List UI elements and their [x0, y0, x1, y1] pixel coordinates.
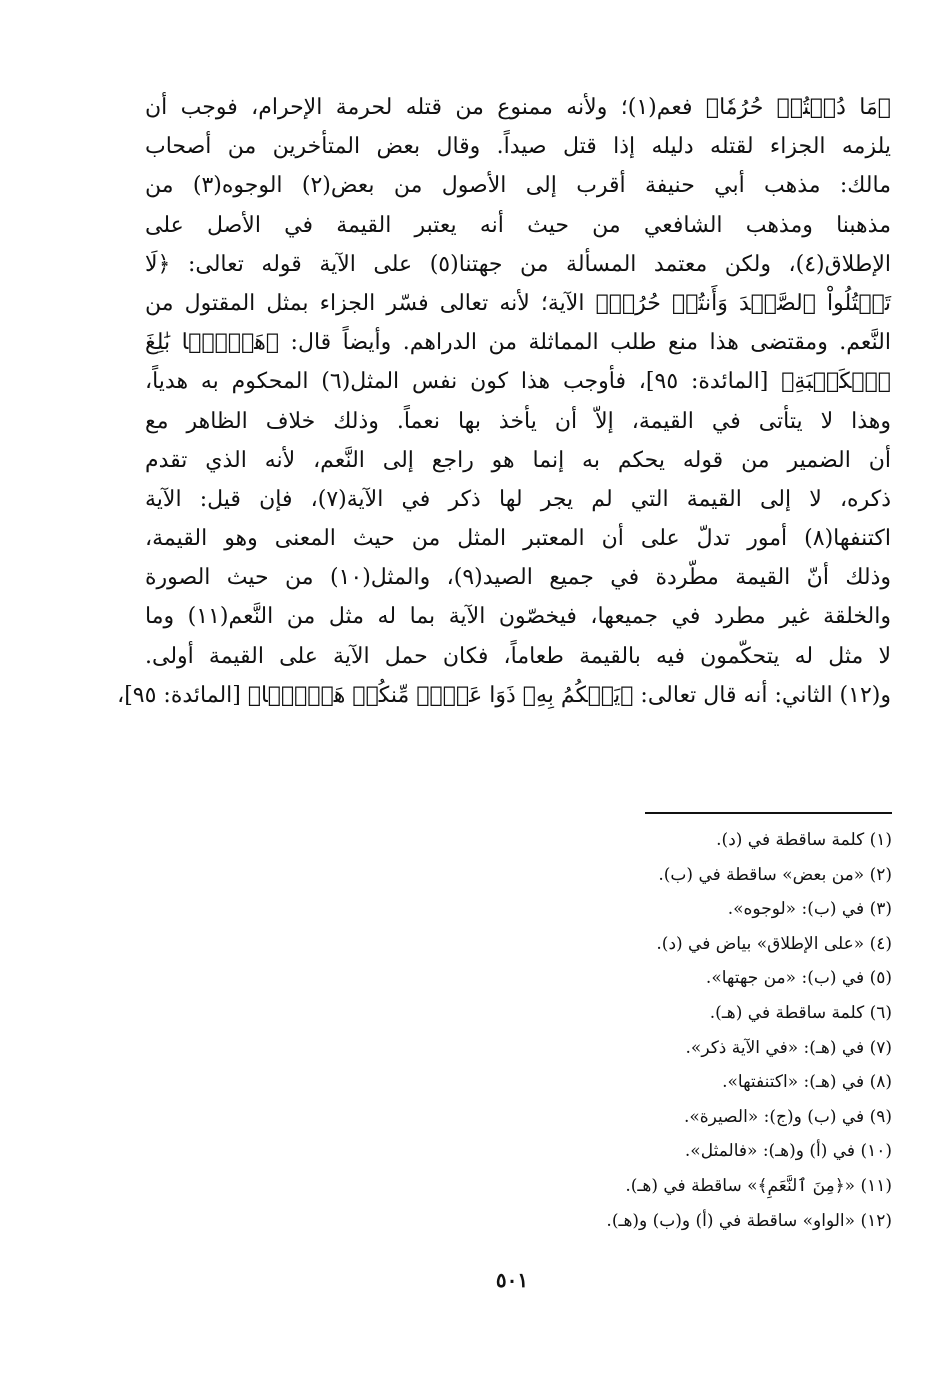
footnote-item: (١٢) «الواو» ساقطة في (أ) و(ب) و(هـ). [606, 1210, 892, 1231]
footnote-item: (٢) «من بعض» ساقطة في (ب). [658, 864, 892, 885]
main-text-line: تَقۡتُلُواْ ٱلصَّيۡدَ وَأَنتُمۡ حُرُمٞ﴾ الآية؛ لأنه تعالى فسّر الجزاء بمثل المقتول من [145, 290, 891, 316]
footnote-item: (٥) في (ب): «من جهتها». [705, 968, 892, 989]
footnote-item: (٦) كلمة ساقطة في (هـ). [709, 1002, 892, 1023]
main-text-line: ذكره، لا إلى القيمة التي لم يجر لها ذكر في الآية(٧)، فإن قيل: الآية [145, 486, 891, 512]
main-text-line: اكتنفها(٨) أمور تدلّ على أن المعتبر المثل من حيث المعنى وهو القيمة، [145, 526, 891, 552]
footnote-item: (١) كلمة ساقطة في (د). [716, 830, 892, 850]
footnote-item: (٣) في (ب): «لوجوه». [727, 899, 892, 920]
footnote-divider [645, 812, 892, 814]
main-text-line: وذلك أنّ القيمة مطّردة في جميع الصيد(٩)، والمثل(١٠) من حيث الصورة [145, 565, 892, 591]
main-text-line: والخلقة غير مطرد في جميعها، فيخصّون الآية بما له مثل من النَّعم(١١) وما [145, 604, 891, 630]
footnotes-list [400, 823, 892, 1238]
main-text-line: مالك: مذهب أبي حنيفة أقرب إلى الأصول من بعض(٢) الوجوه(٣) من [145, 173, 891, 199]
main-text-line: يلزمه الجزاء لقتله دليله إذا قتل صيداً. وقال بعض المتأخرين من أصحاب [145, 134, 891, 160]
main-text-line: النَّعم. ومقتضى هذا منع طلب المماثلة من الدراهم. وأيضاً قال: ﴿هَدۡيَۢا بَٰلِغَ [145, 330, 891, 356]
main-text-line: ٱلۡكَعۡبَةِ﴾ [المائدة: ٩٥]، فأوجب هذا كون نفس المثل(٦) المحكوم به هدياً، [145, 369, 891, 395]
main-text-line: وهذا لا يتأتى في القيمة، إلاّ أن يأخذ بها نعماً. وذلك خلاف الظاهر مع [145, 408, 891, 434]
main-text-line: الإطلاق(٤)، ولكن معتمد المسألة من جهتنا(٥) على الآية قوله تعالى: ﴿لَا [145, 251, 891, 277]
footnote-item: (١١) «﴿مِنَ ٱلنَّعَمِ﴾» ساقطة في (هـ). [625, 1175, 892, 1196]
footnote-item: (٤) «على الإطلاق» بياض في (د). [656, 933, 892, 954]
page-number: ٥٠١ [495, 1268, 529, 1292]
footnote-item: (٨) في (هـ): «اكتنفتها». [722, 1072, 892, 1093]
main-text-line: أن الضمير من قوله يحكم به إنما هو راجع إلى النَّعم، لأنه الذي تقدم [145, 447, 891, 473]
footnote-item: (٧) في (هـ): «في الآية ذكر». [685, 1037, 892, 1058]
main-text-line: ﴿مَا دُمۡتُمۡ حُرُمٗا﴾ فعم(١)؛ ولأنه ممنوع من قتله لحرمة الإحرام، فوجب أن [145, 95, 891, 120]
footnote-item: (١٠) في (أ) و(هـ): «فالمثل». [684, 1141, 892, 1162]
main-text-line: لا مثل له يتحكّمون فيه بالقيمة طعاماً، فكان حمل الآية على القيمة أولى. [145, 643, 891, 669]
main-text-block [117, 88, 892, 715]
main-text-line: مذهبنا ومذهب الشافعي من حيث أنه يعتبر القيمة في الأصل على [145, 212, 891, 238]
main-text-line: و(١٢) الثاني: أنه قال تعالى: ﴿يَحۡكُمُ بِهِۦ ذَوَا عَدۡلٖ مِّنكُمۡ هَدۡيَۢا﴾ [المائدة: ٩٥]، [117, 682, 891, 708]
footnote-item: (٩) في (ب) و(ج): «الصيرة». [683, 1106, 892, 1127]
